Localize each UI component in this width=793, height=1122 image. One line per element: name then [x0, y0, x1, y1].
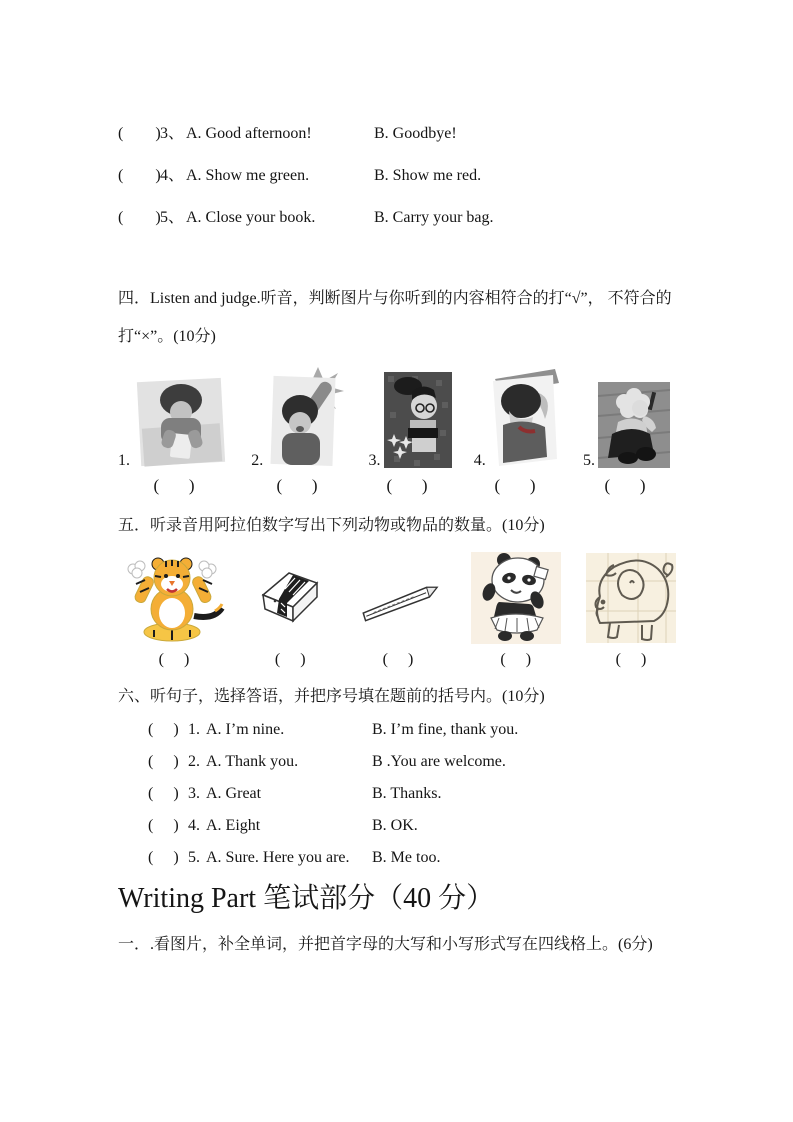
answer-slot: ( ): [494, 476, 536, 495]
option-b: B. I’m fine, thank you.: [372, 721, 519, 738]
option-b: B. Carry your bag.: [374, 209, 494, 226]
answer-slot: ( ): [386, 476, 428, 495]
answer-slot: ( ): [148, 817, 179, 834]
answer-slot: ( ): [148, 753, 179, 770]
writing-section-one-title: 一．.看图片，补全单词，并把首字母的大写和小写形式写在四线格上。(6分): [118, 936, 653, 953]
boy-reading-at-desk-image: [133, 374, 229, 468]
item-number: 3.: [188, 785, 200, 802]
option-a: A. Thank you.: [206, 753, 299, 770]
item-number: 5.: [188, 849, 200, 866]
boy-on-open-card-image: [489, 367, 561, 468]
option-a: A. I’m nine.: [206, 721, 285, 738]
section-six-title: 六、听句子，选择答语，并把序号填在题前的括号内。(10分): [118, 688, 545, 705]
option-b: B. Show me red.: [374, 167, 482, 184]
option-a: A. Close your book.: [186, 209, 316, 226]
picture-item-2: [251, 365, 346, 468]
item-number: 4、: [160, 167, 185, 184]
answer-slot: ( ): [500, 651, 532, 668]
answer-slot: ( ): [153, 476, 195, 495]
boy-glasses-hand-up-image: [384, 372, 452, 468]
section-five-title: 五．听录音用阿拉伯数字写出下列动物或物品的数量。(10分): [118, 517, 545, 534]
section-six-rows: [118, 721, 680, 869]
answer-slot: ( ): [276, 476, 318, 495]
picture-number: 4.: [473, 452, 486, 469]
writing-part-heading: Writing Part 笔试部分（40 分）: [118, 883, 495, 914]
six-row-3: [148, 785, 680, 805]
section-four-answer-row: [118, 476, 670, 498]
pencil-image: [351, 566, 446, 630]
item-number: 2.: [188, 753, 200, 770]
section-four-picture-row: [118, 365, 670, 468]
picture-item-5: [583, 382, 670, 468]
option-a: A. Show me green.: [186, 167, 310, 184]
answer-slot: ( ): [274, 651, 306, 668]
child-sitting-hugging-knees-image: [598, 382, 670, 468]
answer-slot: ( ): [615, 651, 647, 668]
option-a: A. Good afternoon!: [186, 125, 312, 142]
answer-slot: ( ): [604, 476, 646, 495]
choice-row-5: [118, 204, 680, 224]
picture-number: 1.: [118, 452, 130, 469]
section-five-picture-row: [118, 550, 676, 645]
pig-line-drawing-image: [586, 553, 676, 643]
option-b: B. Me too.: [372, 849, 441, 866]
answer-slot: ( ): [118, 209, 161, 226]
answer-slot: ( ): [158, 651, 190, 668]
item-number: 1.: [188, 721, 200, 738]
item-number: 5、: [160, 209, 185, 226]
answer-slot: ( ): [118, 125, 161, 142]
option-a: A. Great: [206, 785, 262, 802]
option-b: B. Thanks.: [372, 785, 442, 802]
choice-row-4: [118, 162, 680, 182]
six-row-4: [148, 817, 680, 837]
picture-item-3: [369, 372, 452, 468]
section-five-answer-row: [118, 651, 676, 671]
answer-slot: ( ): [148, 849, 179, 866]
cartoon-tiger-image: [118, 552, 230, 644]
option-b: B. OK.: [372, 817, 418, 834]
answer-slot: ( ): [382, 651, 414, 668]
six-row-5: [148, 849, 680, 869]
option-a: A. Eight: [206, 817, 261, 834]
six-row-2: [148, 753, 680, 773]
picture-number: 3.: [368, 452, 381, 469]
page-content: [118, 120, 680, 954]
answer-slot: ( ): [148, 785, 179, 802]
listening-choice-rows: [118, 120, 680, 224]
item-number: 3、: [160, 125, 185, 142]
option-b: B .You are welcome.: [372, 753, 506, 770]
choice-row-3: [118, 120, 680, 140]
eraser-image: [255, 565, 325, 631]
picture-number: 2.: [251, 452, 264, 469]
section-four-title-line2: 打“×”。(10分): [118, 328, 216, 345]
dancing-panda-image: [471, 552, 561, 644]
section-four-title-line1: 四．Listen and judge.听音，判断图片与你听到的内容相符合的打“√”， 不符合的: [118, 290, 672, 307]
picture-item-1: [118, 374, 229, 468]
picture-item-4: [474, 367, 561, 468]
item-number: 4.: [188, 817, 200, 834]
child-raising-hand-image: [266, 365, 346, 468]
picture-number: 5.: [583, 452, 595, 469]
six-row-1: [148, 721, 680, 741]
answer-slot: ( ): [148, 721, 179, 738]
option-a: A. Sure. Here you are.: [206, 849, 350, 866]
option-b: B. Goodbye!: [374, 125, 457, 142]
answer-slot: ( ): [118, 167, 161, 184]
